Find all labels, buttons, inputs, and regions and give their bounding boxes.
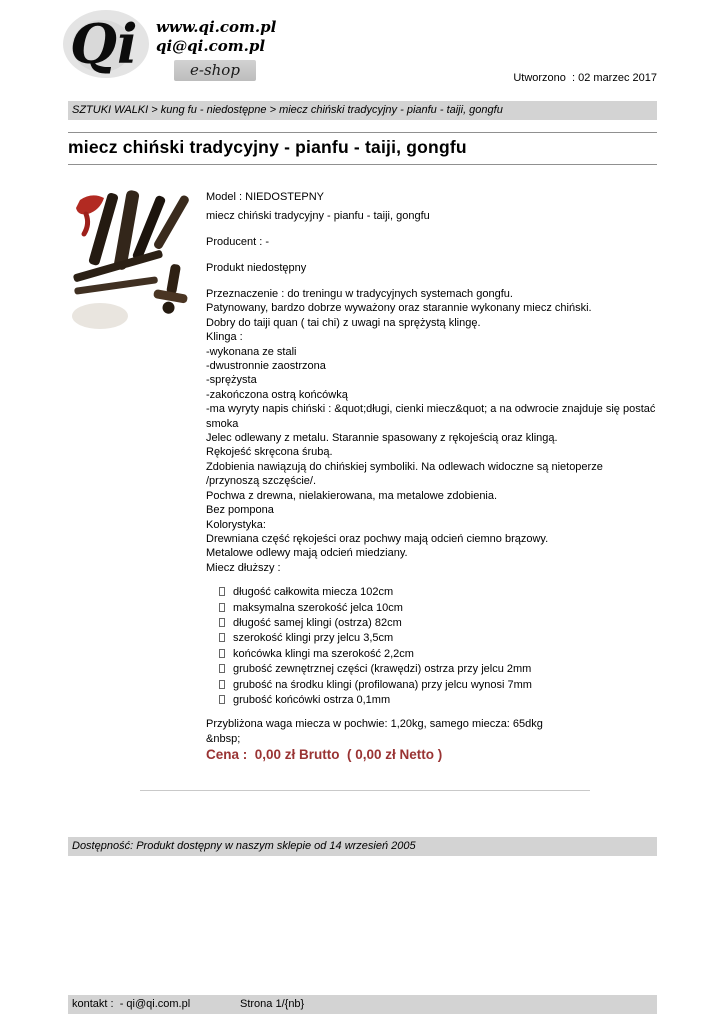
logo-eshop-label: e-shop [174, 60, 256, 81]
divider-line [68, 132, 657, 133]
description-line: Jelec odlewany z metalu. Starannie spasowany z rękojeścią oraz klingą. [206, 432, 558, 445]
description-line: -wykonana ze stali [206, 345, 297, 358]
description-line: Pochwa z drewna, nielakierowana, ma metalowe zdobienia. [206, 489, 498, 502]
product-section [70, 190, 657, 762]
divider-line [68, 164, 657, 165]
description-line: Patynowany, bardzo dobrze wyważony oraz starannie wykonany miecz chiński. [206, 302, 592, 315]
description-line: Miecz dłuższy : [206, 561, 281, 574]
product-details [203, 190, 657, 762]
qi-logo-text: Qi [70, 12, 138, 76]
page-title: miecz chiński tradycyjny - pianfu - taiji, gongfu [68, 137, 467, 157]
qi-brush-logo-icon [62, 6, 157, 84]
spec-item [219, 585, 657, 600]
description-line: Zdobienia nawiązują do chińskiej symboliki. Na odlewach widoczne są nietoperze /przynoszą szczęście/. [206, 460, 603, 488]
spec-item-text: końcówka klingi ma szerokość 2,2cm [233, 647, 414, 660]
checkbox-bullet-icon [219, 695, 225, 704]
price-line: Cena : 0,00 zł Brutto ( 0,00 zł Netto ) [206, 747, 443, 763]
description-line: -sprężysta [206, 374, 257, 387]
contact-text[interactable]: kontakt : - qi@qi.com.pl [72, 998, 191, 1010]
checkbox-bullet-icon [219, 680, 225, 689]
breadcrumb-text[interactable]: SZTUKI WALKI > kung fu - niedostępne > miecz chiński tradycyjny - pianfu - taiji, gongfu [72, 104, 503, 116]
description-line: -zakończona ostrą końcówką [206, 388, 348, 401]
availability-text: Dostępność: Produkt dostępny w naszym sklepie od 14 wrzesień 2005 [72, 840, 416, 852]
created-date: Utworzono : 02 marzec 2017 [513, 72, 657, 84]
spec-item [219, 678, 657, 693]
description-line: Dobry do taiji quan ( tai chi) z uwagi na sprężystą klingę. [206, 316, 481, 329]
description-line: Przeznaczenie : do treningu w tradycyjnych systemach gongfu. [206, 288, 513, 300]
description-line: Bez pompona [206, 504, 274, 517]
product-description [206, 287, 657, 575]
footer [68, 995, 657, 1014]
product-name: miecz chiński tradycyjny - pianfu - taiji, gongfu [206, 210, 430, 222]
spec-item-text: grubość na środku klingi (profilowana) przy jelcu wynosi 7mm [233, 678, 532, 691]
checkbox-bullet-icon [219, 587, 225, 596]
description-line: Kolorystyka: [206, 518, 266, 531]
product-image [70, 190, 203, 332]
page-number: Strona 1/{nb} [240, 998, 305, 1010]
spec-item-text: długość samej klingi (ostrza) 82cm [233, 616, 402, 629]
logo-site-url: www.qi.com.pl [156, 18, 277, 36]
logo-site-email[interactable]: qi@qi.com.pl [156, 37, 266, 55]
checkbox-bullet-icon [219, 603, 225, 612]
spec-item [219, 616, 657, 631]
producer-line: Producent : - [206, 236, 269, 248]
site-logo [62, 6, 332, 90]
spec-item [219, 662, 657, 677]
model-line: Model : NIEDOSTEPNY [206, 191, 324, 203]
description-line: Metalowe odlewy mają odcień miedziany. [206, 547, 408, 560]
spec-item-text: grubość zewnętrznej części (krawędzi) ostrza przy jelcu 2mm [233, 663, 532, 676]
checkbox-bullet-icon [219, 633, 225, 642]
spec-item-text: grubość końcówki ostrza 0,1mm [233, 693, 391, 706]
availability-status: Produkt niedostępny [206, 262, 307, 274]
description-line: Klinga : [206, 331, 243, 344]
checkbox-bullet-icon [219, 649, 225, 658]
spec-item-text: szerokość klingi przy jelcu 3,5cm [233, 632, 394, 645]
weight-line: Przybliżona waga miecza w pochwie: 1,20kg, samego miecza: 65dkg [206, 718, 543, 731]
description-line: -ma wyryty napis chiński : &quot;długi, cienki miecz&quot; a na odwrocie znajduje się postać smoka [206, 403, 656, 430]
spec-item [219, 631, 657, 646]
breadcrumb[interactable] [68, 101, 657, 120]
checkbox-bullet-icon [219, 664, 225, 673]
checkbox-bullet-icon [219, 618, 225, 627]
spec-item [219, 647, 657, 662]
availability-bar [68, 837, 657, 856]
nbsp-literal-line: &nbsp; [206, 732, 241, 745]
spec-item [219, 601, 657, 616]
description-line: Drewniana część rękojeści oraz pochwy mają odcień ciemno brązowy. [206, 532, 549, 545]
spec-item [219, 693, 657, 708]
spec-list [219, 585, 657, 708]
divider-line [140, 790, 590, 791]
spec-item-text: długość całkowita miecza 102cm [233, 586, 394, 599]
spec-item-text: maksymalna szerokość jelca 10cm [233, 601, 403, 614]
description-line: Rękojeść skręcona śrubą. [206, 446, 333, 459]
description-line: -dwustronnie zaostrzona [206, 360, 326, 373]
sword-collage-image [70, 190, 203, 332]
